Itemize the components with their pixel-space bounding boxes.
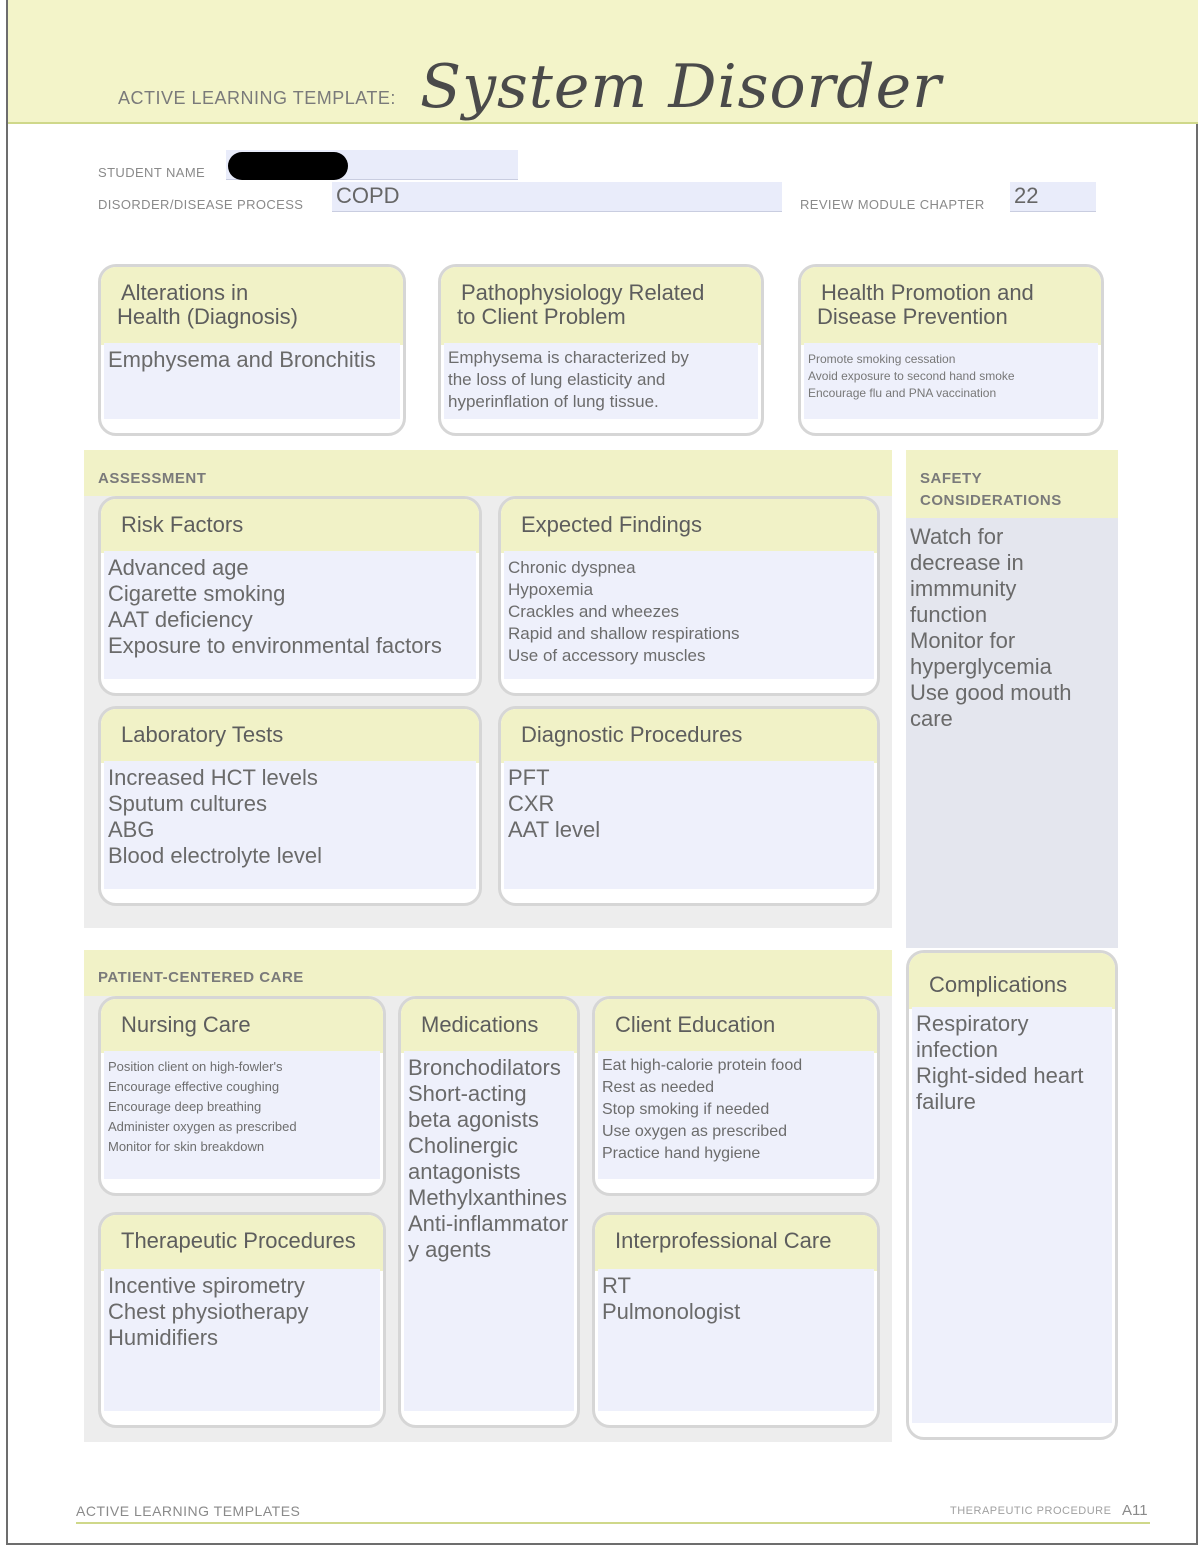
patient-care-label: PATIENT-CENTERED CARE (98, 969, 304, 986)
pathophysiology-card (438, 264, 764, 436)
laboratory-tests-body[interactable]: Increased HCT levels Sputum cultures ABG Blood electrolyte level (104, 761, 476, 889)
expected-findings-title: Expected Findings (501, 499, 877, 553)
laboratory-tests-card (98, 706, 482, 906)
risk-factors-body[interactable]: Advanced age Cigarette smoking AAT deficiency Exposure to environmental factors (104, 551, 476, 679)
therapeutic-procedures-body[interactable]: Incentive spirometry Chest physiotherapy Humidifiers (104, 1269, 380, 1411)
title-banner (8, 0, 1198, 124)
complications-card (906, 950, 1118, 1440)
health-promotion-card (798, 264, 1104, 436)
medications-body[interactable]: Bronchodilators Short-acting beta agonists Cholinergic antagonists Methylxanthines Anti-inflammator y agents (404, 1051, 574, 1411)
assessment-label: ASSESSMENT (98, 470, 207, 487)
expected-findings-body[interactable]: Chronic dyspnea Hypoxemia Crackles and wheezes Rapid and shallow respirations Use of accessory muscles (504, 551, 874, 679)
footer-right: THERAPEUTIC PROCEDURE (950, 1505, 1112, 1517)
risk-factors-title: Risk Factors (101, 499, 479, 553)
medications-title: Medications (401, 999, 577, 1053)
safety-title: SAFETY CONSIDERATIONS (906, 450, 1118, 518)
page-number: A11 (1122, 1502, 1148, 1519)
diagnostic-procedures-title: Diagnostic Procedures (501, 709, 877, 763)
expected-findings-card (498, 496, 880, 696)
pathophysiology-title: Pathophysiology Related to Client Problem (441, 267, 761, 345)
interprofessional-care-body[interactable]: RT Pulmonologist (598, 1269, 874, 1411)
diagnostic-procedures-card (498, 706, 880, 906)
footer-rule (76, 1522, 1150, 1524)
client-education-card (592, 996, 880, 1196)
disorder-label: DISORDER/DISEASE PROCESS (98, 197, 304, 212)
safety-body[interactable]: Watch for decrease in immmunity function Monitor for hyperglycemia Use good mouth care (910, 524, 1072, 731)
alterations-body[interactable]: Emphysema and Bronchitis (104, 343, 400, 419)
nursing-care-card (98, 996, 386, 1196)
disorder-field[interactable]: COPD (332, 182, 782, 212)
client-education-title: Client Education (595, 999, 877, 1053)
alterations-title: Alterations in Health (Diagnosis) (101, 267, 403, 345)
complications-title: Complications (909, 953, 1115, 1009)
pathophysiology-body[interactable]: Emphysema is characterized by the loss of lung elasticity and hyperinflation of lung tissue. (444, 343, 758, 419)
redaction-mark (228, 152, 348, 180)
nursing-care-body[interactable]: Position client on high-fowler's Encourage effective coughing Encourage deep breathing Administer oxygen as prescribed Monitor for skin breakdown (104, 1051, 380, 1179)
interprofessional-care-title: Interprofessional Care (595, 1215, 877, 1271)
health-promotion-title: Health Promotion and Disease Prevention (801, 267, 1101, 345)
laboratory-tests-title: Laboratory Tests (101, 709, 479, 763)
diagnostic-procedures-body[interactable]: PFT CXR AAT level (504, 761, 874, 889)
chapter-field[interactable]: 22 (1010, 182, 1096, 212)
nursing-care-title: Nursing Care (101, 999, 383, 1053)
complications-body[interactable]: Respiratory infection Right-sided heart failure (912, 1007, 1112, 1423)
medications-card (398, 996, 580, 1428)
template-label: ACTIVE LEARNING TEMPLATE: (118, 88, 396, 108)
alterations-card (98, 264, 406, 436)
therapeutic-procedures-card (98, 1212, 386, 1428)
risk-factors-card (98, 496, 482, 696)
chapter-label: REVIEW MODULE CHAPTER (800, 197, 985, 212)
client-education-body[interactable]: Eat high-calorie protein food Rest as needed Stop smoking if needed Use oxygen as prescribed Practice hand hygiene (598, 1051, 874, 1179)
interprofessional-care-card (592, 1212, 880, 1428)
student-name-label: STUDENT NAME (98, 165, 206, 180)
page-title: System Disorder (420, 52, 942, 122)
footer-left: ACTIVE LEARNING TEMPLATES (76, 1503, 301, 1519)
health-promotion-body[interactable]: Promote smoking cessation Avoid exposure to second hand smoke Encourage flu and PNA vaccination (804, 343, 1098, 419)
therapeutic-procedures-title: Therapeutic Procedures (101, 1215, 383, 1271)
